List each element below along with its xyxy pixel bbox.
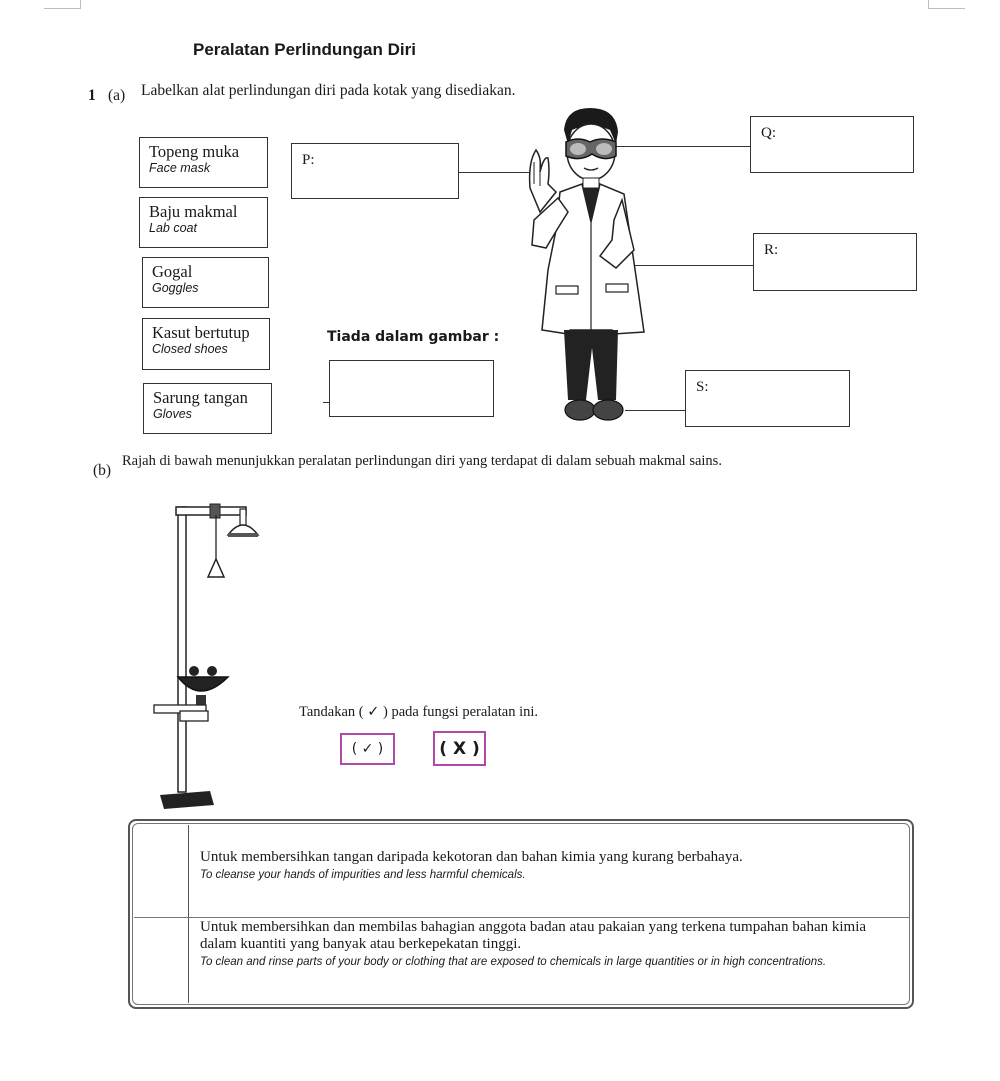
- tick-mark-option[interactable]: ( ✓ ): [340, 733, 395, 765]
- page-corner-mark: [928, 0, 965, 9]
- option-label: Topeng muka: [149, 142, 240, 161]
- part-a-label: (a): [108, 87, 126, 104]
- option-translation: Face mask: [149, 161, 211, 175]
- function-row-1: [200, 849, 900, 882]
- function-text: Untuk membersihkan tangan daripada kekotoran dan bahan kimia yang kurang berbahaya.: [200, 849, 743, 865]
- option-label: Gogal: [152, 262, 193, 281]
- scientist-illustration: [520, 100, 660, 435]
- option-translation: Lab coat: [149, 221, 197, 235]
- option-goggles[interactable]: [142, 257, 269, 308]
- option-label: Sarung tangan: [153, 388, 248, 407]
- option-label: Kasut bertutup: [152, 323, 250, 342]
- not-in-picture-label: Tiada dalam gambar :: [327, 329, 500, 345]
- option-lab-coat[interactable]: [139, 197, 268, 248]
- page-title: Peralatan Perlindungan Diri: [193, 40, 416, 59]
- option-translation: Gloves: [153, 407, 192, 421]
- answer-box-s[interactable]: S:: [685, 370, 850, 427]
- part-a-instruction: Labelkan alat perlindungan diri pada kotak yang disediakan.: [141, 82, 516, 99]
- answer-box-q[interactable]: Q:: [750, 116, 914, 173]
- cross-mark-option[interactable]: ( X ): [433, 731, 486, 766]
- tick-instruction: Tandakan ( ✓ ) pada fungsi peralatan ini.: [299, 704, 539, 720]
- part-b-instruction: Rajah di bawah menunjukkan peralatan perlindungan diri yang terdapat di dalam sebuah makmal sains.: [122, 453, 722, 469]
- answer-cell-1[interactable]: [135, 826, 187, 916]
- option-closed-shoes[interactable]: [142, 318, 270, 370]
- table-column-divider: [188, 825, 189, 1003]
- page-corner-mark: [44, 0, 81, 9]
- function-text: Untuk membersihkan dan membilas bahagian anggota badan atau pakaian yang terkena tumpahan bahan kimia dalam kuantiti yang banyak atau berkepekatan tinggi.: [200, 919, 867, 952]
- option-label: Baju makmal: [149, 202, 238, 221]
- function-row-2: [200, 919, 905, 969]
- emergency-shower-eyewash-illustration: [150, 495, 275, 815]
- answer-box-not-in-picture[interactable]: [329, 360, 494, 417]
- option-face-mask[interactable]: [139, 137, 268, 188]
- option-translation: Closed shoes: [152, 342, 228, 356]
- function-translation: To cleanse your hands of impurities and less harmful chemicals.: [200, 869, 526, 881]
- question-number: 1: [88, 87, 96, 104]
- function-translation: To clean and rinse parts of your body or clothing that are exposed to chemicals in large quantities or in high concentrations.: [200, 956, 827, 968]
- option-translation: Goggles: [152, 281, 199, 295]
- answer-cell-2[interactable]: [135, 919, 187, 1003]
- option-gloves[interactable]: [143, 383, 272, 434]
- pointer-line: [323, 402, 330, 403]
- answer-box-p[interactable]: P:: [291, 143, 459, 199]
- part-b-label: (b): [93, 462, 112, 479]
- answer-box-r[interactable]: R:: [753, 233, 917, 291]
